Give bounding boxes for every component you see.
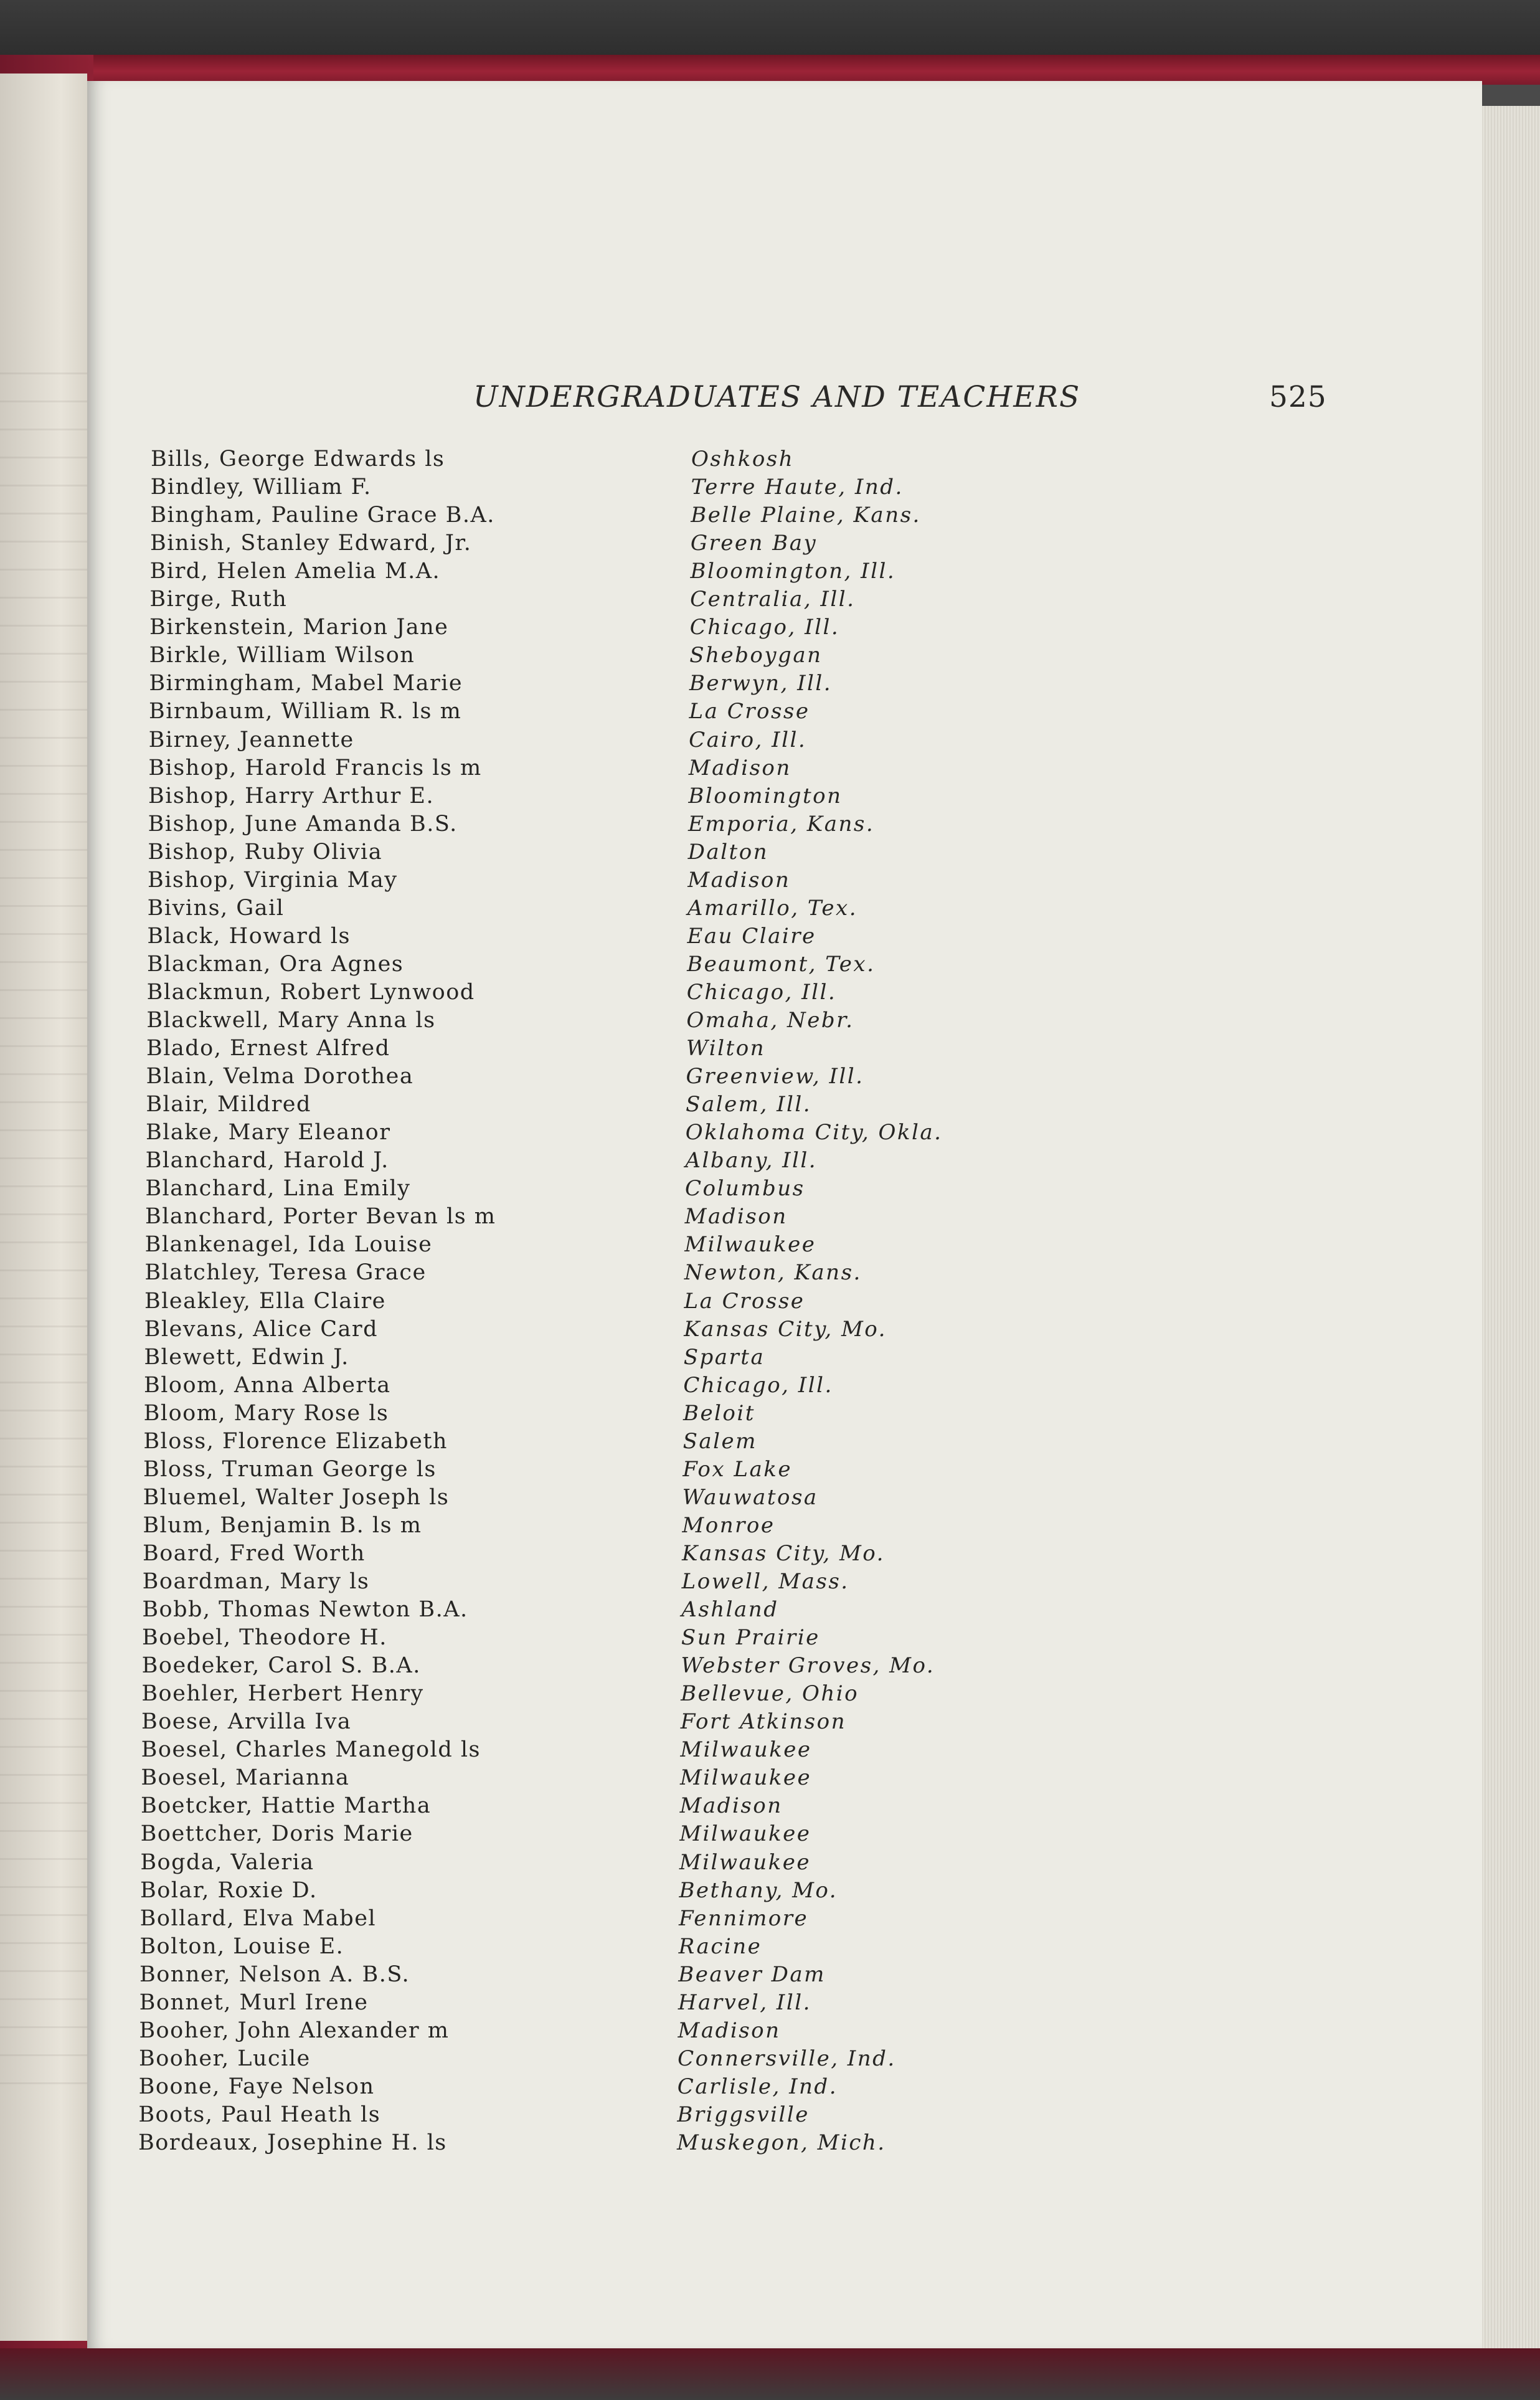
facing-page-text-shadow bbox=[0, 877, 87, 879]
facing-page-text-shadow bbox=[0, 1101, 87, 1103]
entry-name: Bogda, Valeria bbox=[140, 1849, 314, 1875]
entry-place: Bellevue, Ohio bbox=[681, 1681, 859, 1707]
facing-page-text-shadow bbox=[0, 1886, 87, 1888]
entry-name: Birney, Jeannette bbox=[148, 727, 354, 752]
entry-name: Blankenagel, Ida Louise bbox=[144, 1232, 433, 1258]
facing-page-text-shadow bbox=[0, 1129, 87, 1131]
entry-name: Bloom, Mary Rose ls bbox=[143, 1400, 389, 1426]
entry-place: Milwaukee bbox=[679, 1765, 812, 1791]
entry-name: Bishop, Virginia May bbox=[148, 867, 398, 893]
entry-name: Binish, Stanley Edward, Jr. bbox=[150, 531, 472, 556]
entry-place: Cairo, Ill. bbox=[689, 727, 807, 752]
entry-name: Bills, George Edwards ls bbox=[151, 447, 445, 472]
entry-place: Madison bbox=[679, 1793, 783, 1819]
entry-name: Blackwell, Mary Anna ls bbox=[146, 1008, 436, 1033]
facing-page-text-shadow bbox=[0, 1410, 87, 1411]
entry-name: Booher, John Alexander m bbox=[139, 2018, 450, 2043]
entry-name: Boots, Paul Heath ls bbox=[138, 2102, 381, 2127]
entry-place: Harvel, Ill. bbox=[678, 1990, 811, 2015]
facing-page-text-shadow bbox=[0, 709, 87, 711]
entry-place: Wilton bbox=[686, 1036, 766, 1061]
entry-name: Bonnet, Murl Irene bbox=[139, 1990, 369, 2015]
entry-name: Blake, Mary Eleanor bbox=[146, 1120, 391, 1145]
facing-page-text-shadow bbox=[0, 905, 87, 907]
entry-name: Bolton, Louise E. bbox=[139, 1933, 344, 1959]
entry-place: Terre Haute, Ind. bbox=[691, 475, 904, 500]
facing-page-text-shadow bbox=[0, 541, 87, 543]
entry-name: Bingham, Pauline Grace B.A. bbox=[150, 503, 495, 528]
entry-place: Dalton bbox=[687, 839, 769, 865]
facing-page-text-shadow bbox=[0, 1942, 87, 1944]
facing-page-text-shadow bbox=[0, 1073, 87, 1075]
entry-name: Birkenstein, Marion Jane bbox=[149, 615, 449, 640]
facing-page-text-shadow bbox=[0, 1662, 87, 1664]
entry-place: Fennimore bbox=[679, 1905, 809, 1931]
facing-page-text-shadow bbox=[0, 1326, 87, 1327]
entry-name: Birge, Ruth bbox=[149, 587, 288, 612]
entry-place: Greenview, Ill. bbox=[686, 1064, 864, 1089]
entry-place: Sparta bbox=[683, 1344, 765, 1370]
entry-name: Blain, Velma Dorothea bbox=[146, 1064, 414, 1089]
facing-page-text-shadow bbox=[0, 821, 87, 823]
entry-name: Bishop, Harry Arthur E. bbox=[148, 783, 435, 809]
entry-place: Kansas City, Mo. bbox=[682, 1540, 885, 1566]
entry-name: Bordeaux, Josephine H. ls bbox=[138, 2130, 447, 2155]
facing-page-text-shadow bbox=[0, 989, 87, 991]
entry-place: Salem, Ill. bbox=[686, 1092, 812, 1117]
facing-page-text-shadow bbox=[0, 372, 87, 374]
entry-name: Board, Fred Worth bbox=[143, 1540, 366, 1566]
entry-place: Carlisle, Ind. bbox=[677, 2074, 838, 2099]
facing-page-text-shadow bbox=[0, 765, 87, 767]
entry-name: Bollard, Elva Mabel bbox=[139, 1905, 377, 1931]
entry-place: Columbus bbox=[685, 1176, 805, 1202]
entry-name: Bishop, Harold Francis ls m bbox=[148, 755, 482, 780]
facing-page-text-shadow bbox=[0, 849, 87, 851]
entry-place: Monroe bbox=[682, 1512, 775, 1538]
facing-page-text-shadow bbox=[0, 1157, 87, 1159]
entry-place: Kansas City, Mo. bbox=[684, 1316, 887, 1342]
entry-name: Boardman, Mary ls bbox=[142, 1569, 370, 1594]
entry-place: Beloit bbox=[683, 1400, 755, 1426]
facing-page-text-shadow bbox=[0, 933, 87, 935]
entry-place: Chicago, Ill. bbox=[686, 979, 837, 1005]
entry-place: Madison bbox=[684, 1204, 788, 1230]
entry-name: Booher, Lucile bbox=[139, 2046, 311, 2071]
entry-place: Berwyn, Ill. bbox=[689, 671, 833, 696]
entry-name: Bluemel, Walter Joseph ls bbox=[143, 1484, 450, 1510]
entry-name: Bleakley, Ella Claire bbox=[144, 1288, 386, 1314]
entry-place: Beaver Dam bbox=[678, 1961, 826, 1987]
entry-name: Bird, Helen Amelia M.A. bbox=[149, 559, 441, 584]
entry-place: Connersville, Ind. bbox=[678, 2046, 896, 2071]
facing-page-text-shadow bbox=[0, 1213, 87, 1215]
facing-page-text-shadow bbox=[0, 2026, 87, 2028]
facing-page-text-shadow bbox=[0, 793, 87, 795]
entry-place: Oklahoma City, Okla. bbox=[685, 1120, 943, 1145]
facing-page-text-shadow bbox=[0, 1269, 87, 1271]
page-stack-edge bbox=[1476, 106, 1540, 2361]
facing-page-text-shadow bbox=[0, 625, 87, 627]
book-page bbox=[87, 81, 1482, 2348]
entry-name: Boetcker, Hattie Martha bbox=[141, 1793, 432, 1819]
entry-name: Birkle, William Wilson bbox=[149, 643, 415, 668]
facing-page-text-shadow bbox=[0, 429, 87, 430]
entry-place: Madison bbox=[687, 867, 791, 893]
facing-page-text-shadow bbox=[0, 1045, 87, 1047]
entry-place: Chicago, Ill. bbox=[683, 1372, 833, 1398]
facing-page-text-shadow bbox=[0, 737, 87, 739]
entry-place: Salem bbox=[683, 1428, 757, 1454]
entry-place: Beaumont, Tex. bbox=[687, 951, 876, 977]
entry-name: Boebel, Theodore H. bbox=[142, 1625, 387, 1651]
entry-name: Bindley, William F. bbox=[150, 475, 372, 500]
entry-place: Sheboygan bbox=[689, 643, 823, 668]
entry-place: Bloomington bbox=[688, 783, 843, 809]
entry-name: Bloss, Truman George ls bbox=[143, 1456, 437, 1482]
facing-page-text-shadow bbox=[0, 1774, 87, 1776]
facing-page-text-shadow bbox=[0, 1466, 87, 1468]
entry-place: Lowell, Mass. bbox=[681, 1569, 849, 1594]
entry-place: Green Bay bbox=[690, 531, 818, 556]
facing-page-text-shadow bbox=[0, 2082, 87, 2084]
entry-place: Milwaukee bbox=[684, 1232, 816, 1258]
facing-page-text-shadow bbox=[0, 1998, 87, 2000]
running-head: UNDERGRADUATES AND TEACHERS bbox=[473, 380, 1081, 414]
entry-place: Bethany, Mo. bbox=[679, 1877, 838, 1903]
entry-place: Madison bbox=[688, 755, 791, 780]
entry-place: Chicago, Ill. bbox=[689, 615, 840, 640]
entry-name: Bloom, Anna Alberta bbox=[144, 1372, 391, 1398]
entry-place: Emporia, Kans. bbox=[688, 811, 875, 837]
entry-name: Blewett, Edwin J. bbox=[144, 1344, 349, 1370]
facing-page-text-shadow bbox=[0, 1606, 87, 1608]
facing-page-text-shadow bbox=[0, 961, 87, 963]
facing-page-text-shadow bbox=[0, 1185, 87, 1187]
facing-page-text-shadow bbox=[0, 401, 87, 402]
entry-name: Bloss, Florence Elizabeth bbox=[143, 1428, 448, 1454]
facing-page-text-shadow bbox=[0, 457, 87, 458]
entry-place: La Crosse bbox=[689, 699, 810, 724]
facing-page-text-shadow bbox=[0, 1718, 87, 1720]
entry-name: Blanchard, Lina Emily bbox=[145, 1176, 411, 1202]
facing-page-text-shadow bbox=[0, 1690, 87, 1692]
entry-name: Boehler, Herbert Henry bbox=[141, 1681, 424, 1707]
entry-place: Milwaukee bbox=[679, 1821, 811, 1847]
entry-place: Newton, Kans. bbox=[684, 1260, 862, 1286]
facing-page-text-shadow bbox=[0, 1438, 87, 1440]
book-cover-top-edge bbox=[0, 55, 1540, 85]
facing-page-text-shadow bbox=[0, 681, 87, 683]
entry-place: Belle Plaine, Kans. bbox=[691, 503, 921, 528]
facing-page-text-shadow bbox=[0, 597, 87, 599]
facing-page-text-shadow bbox=[0, 1830, 87, 1832]
entry-place: Webster Groves, Mo. bbox=[681, 1653, 935, 1679]
facing-page-text-shadow bbox=[0, 1634, 87, 1636]
facing-page-text-shadow bbox=[0, 1522, 87, 1524]
entry-place: Fox Lake bbox=[683, 1456, 792, 1482]
facing-page-text-shadow bbox=[0, 1241, 87, 1243]
facing-page-text-shadow bbox=[0, 2054, 87, 2056]
facing-page-text-shadow bbox=[0, 1382, 87, 1383]
entry-name: Bolar, Roxie D. bbox=[140, 1877, 318, 1903]
entry-name: Boone, Faye Nelson bbox=[138, 2074, 375, 2099]
entry-name: Blair, Mildred bbox=[146, 1092, 311, 1117]
entry-place: Milwaukee bbox=[679, 1849, 811, 1875]
entry-place: La Crosse bbox=[684, 1288, 805, 1314]
entry-name: Bishop, June Amanda B.S. bbox=[148, 811, 458, 837]
facing-page-text-shadow bbox=[0, 1858, 87, 1860]
entry-place: Eau Claire bbox=[687, 923, 816, 949]
entry-place: Wauwatosa bbox=[682, 1484, 818, 1510]
facing-page-text-shadow bbox=[0, 1746, 87, 1748]
entry-name: Black, Howard ls bbox=[147, 923, 351, 949]
facing-page-text-shadow bbox=[0, 1578, 87, 1580]
entry-name: Bonner, Nelson A. B.S. bbox=[139, 1961, 410, 1987]
entry-name: Birnbaum, William R. ls m bbox=[149, 699, 462, 724]
facing-page-edge bbox=[0, 74, 87, 2341]
entry-place: Centralia, Ill. bbox=[690, 587, 856, 612]
entry-name: Blackmun, Robert Lynwood bbox=[146, 979, 475, 1005]
entry-place: Racine bbox=[678, 1933, 762, 1959]
entry-name: Bishop, Ruby Olivia bbox=[148, 839, 383, 865]
facing-page-text-shadow bbox=[0, 1802, 87, 1804]
entry-name: Boettcher, Doris Marie bbox=[140, 1821, 413, 1847]
facing-page-text-shadow bbox=[0, 1297, 87, 1299]
entry-place: Oshkosh bbox=[691, 447, 795, 472]
entry-name: Boedeker, Carol S. B.A. bbox=[141, 1653, 421, 1679]
entry-name: Bobb, Thomas Newton B.A. bbox=[142, 1597, 468, 1623]
entry-place: Fort Atkinson bbox=[680, 1709, 846, 1735]
facing-page-text-shadow bbox=[0, 1354, 87, 1355]
entry-name: Boesel, Charles Manegold ls bbox=[141, 1737, 481, 1763]
entry-place: Omaha, Nebr. bbox=[686, 1008, 854, 1033]
entry-place: Albany, Ill. bbox=[685, 1148, 818, 1174]
facing-page-text-shadow bbox=[0, 569, 87, 571]
entry-place: Briggsville bbox=[677, 2102, 810, 2127]
facing-page-text-shadow bbox=[0, 485, 87, 486]
entry-place: Muskegon, Mich. bbox=[677, 2130, 886, 2155]
entry-name: Blanchard, Harold J. bbox=[145, 1148, 389, 1174]
entry-name: Blado, Ernest Alfred bbox=[146, 1036, 390, 1061]
entry-name: Birmingham, Mabel Marie bbox=[149, 671, 463, 696]
background-bottom bbox=[0, 2348, 1540, 2400]
entry-name: Blatchley, Teresa Grace bbox=[144, 1260, 427, 1286]
facing-page-text-shadow bbox=[0, 1970, 87, 1972]
entry-name: Bivins, Gail bbox=[147, 895, 285, 921]
entry-place: Milwaukee bbox=[680, 1737, 812, 1763]
entry-place: Madison bbox=[678, 2018, 781, 2043]
facing-page-text-shadow bbox=[0, 1494, 87, 1496]
page-number: 525 bbox=[1269, 380, 1327, 414]
entry-place: Bloomington, Ill. bbox=[690, 559, 896, 584]
facing-page-text-shadow bbox=[0, 1914, 87, 1916]
entry-name: Boese, Arvilla Iva bbox=[141, 1709, 352, 1735]
entry-place: Ashland bbox=[681, 1597, 779, 1623]
entry-name: Boesel, Marianna bbox=[141, 1765, 350, 1791]
facing-page-text-shadow bbox=[0, 653, 87, 655]
entry-name: Blum, Benjamin B. ls m bbox=[143, 1512, 422, 1538]
facing-page-text-shadow bbox=[0, 1550, 87, 1552]
entry-name: Blackman, Ora Agnes bbox=[147, 951, 404, 977]
entry-place: Amarillo, Tex. bbox=[687, 895, 858, 921]
entry-name: Blevans, Alice Card bbox=[144, 1316, 379, 1342]
entry-place: Sun Prairie bbox=[681, 1625, 820, 1651]
background-top bbox=[0, 0, 1540, 59]
entry-name: Blanchard, Porter Bevan ls m bbox=[145, 1204, 496, 1230]
facing-page-text-shadow bbox=[0, 1017, 87, 1019]
facing-page-text-shadow bbox=[0, 513, 87, 515]
